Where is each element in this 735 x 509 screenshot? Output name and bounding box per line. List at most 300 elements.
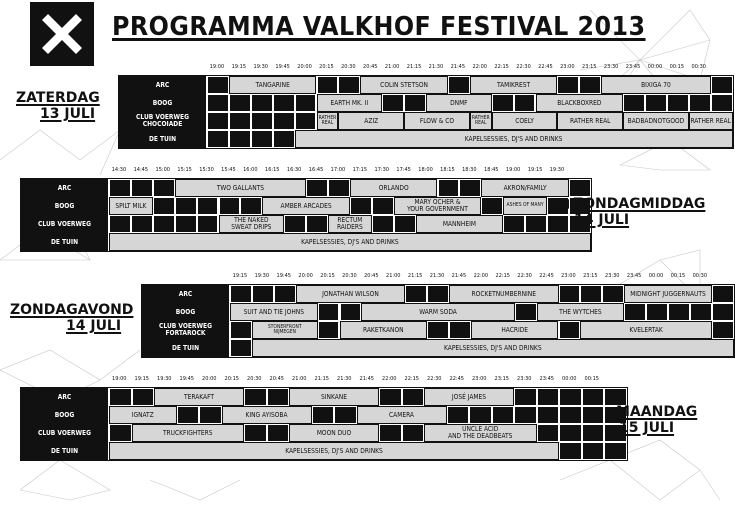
time-tick-label: 20:45 xyxy=(269,376,285,382)
time-tick-label: 00:00 xyxy=(648,273,664,279)
empty-slot xyxy=(449,321,471,339)
empty-slot xyxy=(604,442,627,460)
stage-row xyxy=(21,233,591,251)
time-tick-label: 15:45 xyxy=(221,167,236,173)
empty-slot xyxy=(557,76,579,94)
day-name: ZONDAGMIDDAG xyxy=(573,196,706,212)
empty-slot xyxy=(318,321,340,339)
time-tick-label: 17:15 xyxy=(352,167,368,173)
empty-slot xyxy=(334,406,357,424)
empty-slot xyxy=(229,94,251,112)
empty-slot xyxy=(402,424,425,442)
act-slot: MARY OCHER & YOUR GOVERNMENT xyxy=(394,197,482,215)
time-tick-label: 20:00 xyxy=(297,64,312,70)
empty-slot xyxy=(199,406,222,424)
empty-slot xyxy=(273,94,295,112)
empty-slot xyxy=(244,388,267,406)
day-name: ZATERDAG xyxy=(16,90,100,106)
stage-row xyxy=(119,112,733,130)
time-tick-label: 19:30 xyxy=(156,376,172,382)
time-tick-label: 20:15 xyxy=(319,64,334,70)
stage-row xyxy=(119,94,733,112)
day-name: MAANDAG xyxy=(616,404,698,420)
time-tick-label: 22:30 xyxy=(517,273,532,279)
empty-slot xyxy=(602,285,624,303)
empty-slot xyxy=(459,179,481,197)
time-tick-label: 21:30 xyxy=(429,273,445,279)
day-label-zondagavond xyxy=(10,302,133,334)
empty-slot xyxy=(317,76,339,94)
stage-label: CLUB VOERWEG xyxy=(21,424,109,442)
day-label-maandag xyxy=(605,404,697,436)
empty-slot xyxy=(219,197,241,215)
time-tick-label: 20:15 xyxy=(224,376,240,382)
empty-slot xyxy=(267,424,290,442)
time-tick-label: 23:15 xyxy=(583,273,598,279)
empty-slot xyxy=(131,215,153,233)
time-axis xyxy=(20,167,590,177)
time-tick-label: 23:15 xyxy=(494,376,510,382)
empty-slot xyxy=(177,406,200,424)
time-tick-label: 16:30 xyxy=(286,167,302,173)
empty-slot xyxy=(109,388,132,406)
empty-slot xyxy=(559,442,582,460)
act-slot: COELY xyxy=(492,112,558,130)
empty-slot xyxy=(559,424,582,442)
time-tick-label: 00:00 xyxy=(561,376,577,382)
empty-slot xyxy=(338,76,360,94)
empty-slot xyxy=(252,285,274,303)
empty-slot xyxy=(175,197,197,215)
act-slot: FLOW & CO xyxy=(404,112,470,130)
empty-slot xyxy=(537,424,560,442)
empty-slot xyxy=(447,406,470,424)
time-tick-label: 21:45 xyxy=(359,376,375,382)
act-slot: TWO GALLANTS xyxy=(175,179,306,197)
empty-slot xyxy=(582,406,605,424)
empty-slot xyxy=(379,424,402,442)
act-slot: RATHER REAL xyxy=(557,112,623,130)
act-slot: WARM SODA xyxy=(361,303,514,321)
empty-slot xyxy=(251,130,273,148)
schedule-grid xyxy=(20,178,592,252)
time-tick-label: 21:15 xyxy=(406,64,422,70)
empty-slot xyxy=(328,179,350,197)
empty-slot xyxy=(525,215,547,233)
empty-slot xyxy=(109,424,132,442)
time-tick-label: 21:00 xyxy=(384,64,400,70)
empty-slot xyxy=(711,94,733,112)
empty-slot xyxy=(251,112,273,130)
act-slot: ROCKETNUMBERNINE xyxy=(449,285,559,303)
empty-slot xyxy=(514,406,537,424)
act-slot: RATHER REAL xyxy=(470,112,492,130)
act-slot: TRUCKFIGHTERS xyxy=(132,424,245,442)
empty-slot xyxy=(582,442,605,460)
time-tick-label: 22:45 xyxy=(449,376,465,382)
empty-slot xyxy=(372,215,394,233)
time-tick-label: 20:00 xyxy=(201,376,217,382)
empty-slot xyxy=(267,388,290,406)
empty-slot xyxy=(689,94,711,112)
page-title: PROGRAMMA VALKHOF FESTIVAL 2013 xyxy=(112,12,646,42)
act-slot: RECTUM RAIDERS xyxy=(328,215,372,233)
time-tick-label: 18:45 xyxy=(483,167,499,173)
time-tick-label: 18:30 xyxy=(462,167,477,173)
time-tick-label: 19:00 xyxy=(209,64,225,70)
time-axis xyxy=(118,64,732,74)
time-tick-label: 15:00 xyxy=(155,167,171,173)
stage-label: ARC xyxy=(21,179,109,197)
act-slot: JONATHAN WILSON xyxy=(296,285,406,303)
time-tick-label: 00:00 xyxy=(647,64,663,70)
stage-label: ARC xyxy=(21,388,109,406)
time-tick-label: 18:15 xyxy=(440,167,455,173)
act-slot: RAKETKANON xyxy=(340,321,428,339)
empty-slot xyxy=(350,197,372,215)
act-slot: SUIT AND TIE JOHNS xyxy=(230,303,318,321)
empty-slot xyxy=(295,112,317,130)
empty-slot xyxy=(668,303,690,321)
empty-slot xyxy=(153,179,175,197)
act-slot: ASHES OF MANY xyxy=(503,197,547,215)
arrow-left-icon xyxy=(605,407,612,417)
stage-row xyxy=(21,197,591,215)
time-tick-label: 23:30 xyxy=(603,64,619,70)
time-tick-label: 20:00 xyxy=(298,273,313,279)
act-slot: KVELERTAK xyxy=(580,321,711,339)
act-slot: DNMF xyxy=(426,94,492,112)
empty-slot xyxy=(229,130,251,148)
time-tick-label: 15:15 xyxy=(177,167,192,173)
time-tick-label: 15:30 xyxy=(199,167,214,173)
time-tick-label: 23:45 xyxy=(539,376,555,382)
time-tick-label: 20:30 xyxy=(342,273,357,279)
time-tick-label: 16:00 xyxy=(243,167,258,173)
act-slot: IGNATZ xyxy=(109,406,177,424)
empty-slot xyxy=(295,94,317,112)
time-tick-label: 23:00 xyxy=(471,376,487,382)
empty-slot xyxy=(394,215,416,233)
time-tick-label: 00:30 xyxy=(692,273,708,279)
empty-slot xyxy=(569,179,591,197)
time-tick-label: 22:00 xyxy=(473,273,489,279)
time-tick-label: 21:15 xyxy=(314,376,330,382)
schedule-grid xyxy=(20,387,628,461)
festival-logo xyxy=(30,2,94,66)
empty-slot xyxy=(197,215,219,233)
act-slot: CAMERA xyxy=(357,406,447,424)
time-tick-label: 23:30 xyxy=(516,376,532,382)
empty-slot xyxy=(273,112,295,130)
stage-row xyxy=(142,321,734,339)
time-tick-label: 23:15 xyxy=(581,64,597,70)
stage-row xyxy=(142,303,734,321)
time-tick-label: 20:30 xyxy=(246,376,262,382)
empty-slot xyxy=(240,197,262,215)
time-tick-label: 16:15 xyxy=(264,167,280,173)
empty-slot xyxy=(481,197,503,215)
act-slot: MIDNIGHT JUGGERNAUTS xyxy=(624,285,712,303)
act-slot: EARTH MK. II xyxy=(317,94,383,112)
stage-label: ARC xyxy=(142,285,230,303)
time-tick-label: 16:45 xyxy=(308,167,324,173)
act-slot: KING AYISOBA xyxy=(222,406,312,424)
day-date: 15 JULI xyxy=(619,420,675,436)
empty-slot xyxy=(284,215,306,233)
empty-slot xyxy=(207,130,229,148)
stage-label: ARC xyxy=(119,76,207,94)
empty-slot xyxy=(318,303,340,321)
empty-slot xyxy=(690,303,712,321)
empty-slot xyxy=(132,388,155,406)
stage-label: CLUB VOERWEG CHOCOIADE xyxy=(119,112,207,130)
act-slot: COLIN STETSON xyxy=(360,76,448,94)
time-tick-label: 17:00 xyxy=(330,167,346,173)
act-slot: JOSÉ JAMES xyxy=(424,388,514,406)
time-tick-label: 22:15 xyxy=(494,64,509,70)
time-tick-label: 21:00 xyxy=(385,273,401,279)
stage-row xyxy=(142,285,734,303)
act-slot: MOON DUO xyxy=(289,424,379,442)
time-tick-label: 23:30 xyxy=(604,273,620,279)
time-tick-label: 22:00 xyxy=(381,376,397,382)
act-slot: MANNHEIM xyxy=(416,215,504,233)
schedule-grid xyxy=(118,75,734,149)
act-slot: THE WYTCHES xyxy=(537,303,625,321)
empty-slot xyxy=(405,285,427,303)
empty-slot xyxy=(229,112,251,130)
x-cross-icon xyxy=(40,12,84,56)
empty-slot xyxy=(559,406,582,424)
stage-row xyxy=(21,179,591,197)
empty-slot xyxy=(273,130,295,148)
empty-slot xyxy=(251,94,273,112)
day-date: 14 JULI xyxy=(66,318,122,334)
act-slot: THE NAKED SWEAT DRIPS xyxy=(219,215,285,233)
act-slot: KAPELSESSIES, DJ'S AND DRINKS xyxy=(295,130,733,148)
time-tick-label: 19:00 xyxy=(111,376,127,382)
schedule-grid xyxy=(141,284,735,358)
time-tick-label: 17:30 xyxy=(374,167,390,173)
time-tick-label: 19:00 xyxy=(505,167,521,173)
time-tick-label: 19:45 xyxy=(276,273,292,279)
act-slot: KAPELSESSIES, DJ'S AND DRINKS xyxy=(109,442,559,460)
empty-slot xyxy=(580,285,602,303)
stage-label: DE TUIN xyxy=(21,442,109,460)
time-tick-label: 20:30 xyxy=(341,64,356,70)
time-tick-label: 21:45 xyxy=(451,273,467,279)
act-slot: KAPELSESSIES, DJ'S AND DRINKS xyxy=(109,233,591,251)
time-tick-label: 19:30 xyxy=(254,273,270,279)
time-axis xyxy=(141,273,733,283)
act-slot: BIXIGA 70 xyxy=(601,76,711,94)
time-tick-label: 21:30 xyxy=(336,376,352,382)
time-tick-label: 19:30 xyxy=(549,167,565,173)
empty-slot xyxy=(667,94,689,112)
empty-slot xyxy=(197,197,219,215)
stage-label: BOOG xyxy=(21,197,109,215)
day-date: 13 JULI xyxy=(40,106,96,122)
time-tick-label: 22:00 xyxy=(472,64,488,70)
day-name: ZONDAGAVOND xyxy=(10,302,134,318)
act-slot: STONERFRONT NIJMEGEN xyxy=(252,321,318,339)
time-tick-label: 22:30 xyxy=(516,64,531,70)
time-tick-label: 19:30 xyxy=(253,64,269,70)
empty-slot xyxy=(207,94,229,112)
time-tick-label: 22:15 xyxy=(404,376,420,382)
empty-slot xyxy=(582,388,605,406)
stage-label: DE TUIN xyxy=(119,130,207,148)
empty-slot xyxy=(448,76,470,94)
time-tick-label: 21:00 xyxy=(291,376,307,382)
empty-slot xyxy=(244,424,267,442)
time-tick-label: 00:30 xyxy=(691,64,707,70)
stage-row xyxy=(142,339,734,357)
empty-slot xyxy=(492,94,514,112)
empty-slot xyxy=(645,94,667,112)
empty-slot xyxy=(402,388,425,406)
empty-slot xyxy=(514,94,536,112)
empty-slot xyxy=(559,321,581,339)
time-tick-label: 21:15 xyxy=(407,273,423,279)
stage-row xyxy=(119,130,733,148)
empty-slot xyxy=(340,303,362,321)
time-tick-label: 19:45 xyxy=(179,376,195,382)
time-tick-label: 18:00 xyxy=(418,167,433,173)
act-slot: RATHER REAL xyxy=(317,112,339,130)
stage-row xyxy=(21,406,627,424)
time-tick-label: 23:45 xyxy=(625,64,641,70)
empty-slot xyxy=(379,388,402,406)
time-tick-label: 14:45 xyxy=(133,167,149,173)
empty-slot xyxy=(109,215,131,233)
time-tick-label: 20:15 xyxy=(320,273,335,279)
empty-slot xyxy=(582,424,605,442)
empty-slot xyxy=(503,215,525,233)
time-tick-label: 19:15 xyxy=(134,376,150,382)
empty-slot xyxy=(207,112,229,130)
empty-slot xyxy=(274,285,296,303)
time-tick-label: 17:45 xyxy=(396,167,411,173)
empty-slot xyxy=(153,215,175,233)
empty-slot xyxy=(427,285,449,303)
empty-slot xyxy=(175,215,197,233)
empty-slot xyxy=(537,388,560,406)
time-tick-label: 23:45 xyxy=(626,273,642,279)
stage-label: BOOG xyxy=(21,406,109,424)
empty-slot xyxy=(131,179,153,197)
stage-label: BOOG xyxy=(119,94,207,112)
empty-slot xyxy=(230,339,252,357)
stage-row xyxy=(119,76,733,94)
day-label-zaterdag xyxy=(16,90,100,122)
time-tick-label: 22:15 xyxy=(495,273,511,279)
arrow-left-icon xyxy=(562,199,569,209)
stage-row xyxy=(21,215,591,233)
empty-slot xyxy=(537,406,560,424)
time-tick-label: 14:30 xyxy=(111,167,127,173)
act-slot: TERAKAFT xyxy=(154,388,244,406)
time-tick-label: 21:45 xyxy=(450,64,466,70)
stage-row xyxy=(21,424,627,442)
time-tick-label: 00:15 xyxy=(669,64,685,70)
empty-slot xyxy=(306,179,328,197)
time-tick-label: 22:45 xyxy=(539,273,554,279)
time-axis xyxy=(20,376,626,386)
empty-slot xyxy=(427,321,449,339)
act-slot: BLACKBOXRED xyxy=(536,94,624,112)
empty-slot xyxy=(712,285,734,303)
empty-slot xyxy=(207,76,229,94)
stage-label: CLUB VOERWEG FORTAROCK xyxy=(142,321,230,339)
empty-slot xyxy=(623,94,645,112)
time-tick-label: 23:00 xyxy=(561,273,576,279)
empty-slot xyxy=(306,215,328,233)
empty-slot xyxy=(382,94,404,112)
stage-label: DE TUIN xyxy=(142,339,230,357)
act-slot: UNCLE ACID AND THE DEADBEATS xyxy=(424,424,537,442)
empty-slot xyxy=(372,197,394,215)
act-slot: TAMIKREST xyxy=(470,76,558,94)
day-date: 14 JULI xyxy=(574,212,630,228)
empty-slot xyxy=(312,406,335,424)
time-tick-label: 20:45 xyxy=(364,273,379,279)
time-tick-label: 00:15 xyxy=(584,376,600,382)
time-tick-label: 22:45 xyxy=(538,64,553,70)
act-slot: AMBER ARCADES xyxy=(262,197,350,215)
empty-slot xyxy=(559,285,581,303)
empty-slot xyxy=(109,179,131,197)
empty-slot xyxy=(230,321,252,339)
empty-slot xyxy=(712,303,734,321)
empty-slot xyxy=(579,76,601,94)
empty-slot xyxy=(624,303,646,321)
time-tick-label: 20:45 xyxy=(362,64,378,70)
stage-label: DE TUIN xyxy=(21,233,109,251)
act-slot: RATHER REAL xyxy=(689,112,733,130)
stage-row xyxy=(21,442,627,460)
empty-slot xyxy=(711,76,733,94)
empty-slot xyxy=(153,197,175,215)
time-tick-label: 19:45 xyxy=(275,64,290,70)
act-slot: TANGARINE xyxy=(229,76,317,94)
act-slot: SINKANE xyxy=(289,388,379,406)
empty-slot xyxy=(514,388,537,406)
act-slot: HACRIDE xyxy=(471,321,559,339)
act-slot: BADBADNOTGOOD xyxy=(623,112,689,130)
day-label-zondagmiddag xyxy=(562,196,705,228)
time-tick-label: 00:15 xyxy=(670,273,686,279)
act-slot: AZIZ xyxy=(338,112,404,130)
empty-slot xyxy=(646,303,668,321)
time-tick-label: 19:15 xyxy=(232,273,248,279)
act-slot: SPILT MILK xyxy=(109,197,153,215)
stage-label: BOOG xyxy=(142,303,230,321)
time-tick-label: 21:30 xyxy=(428,64,444,70)
time-tick-label: 19:15 xyxy=(527,167,543,173)
time-tick-label: 19:15 xyxy=(231,64,247,70)
empty-slot xyxy=(492,406,515,424)
empty-slot xyxy=(438,179,460,197)
act-slot: AKRON/FAMILY xyxy=(481,179,569,197)
stage-row xyxy=(21,388,627,406)
empty-slot xyxy=(515,303,537,321)
time-tick-label: 22:30 xyxy=(426,376,442,382)
empty-slot xyxy=(230,285,252,303)
empty-slot xyxy=(404,94,426,112)
empty-slot xyxy=(559,388,582,406)
